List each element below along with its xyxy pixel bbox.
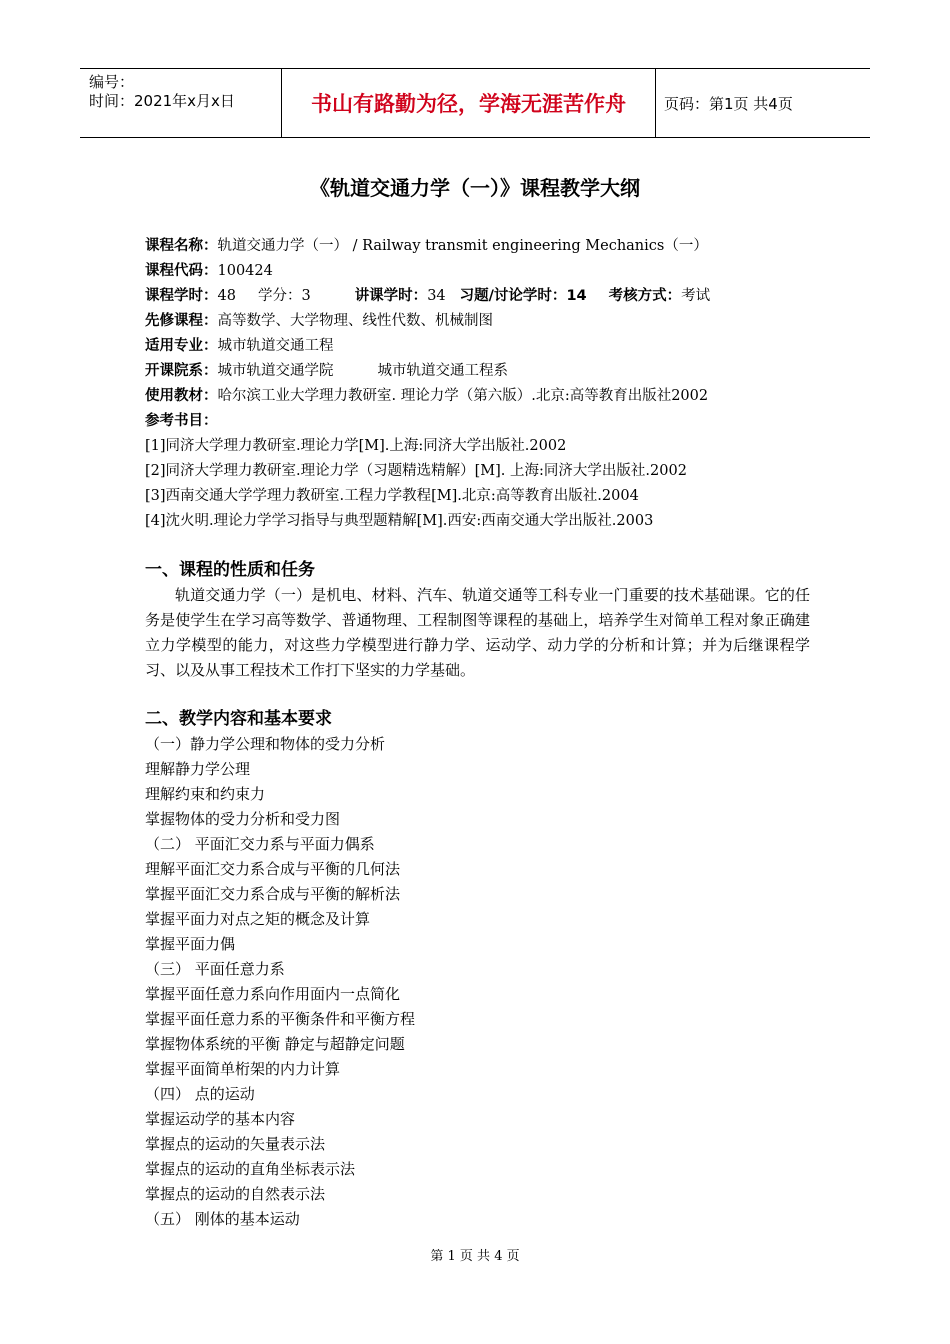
ref-item: [2]同济大学理力教研室.理论力学（习题精选精解）[M]. 上海:同济大学出版社.2002 xyxy=(145,463,687,479)
exam-label: 考核方式： xyxy=(608,288,682,304)
content-line: 掌握点的运动的直角坐标表示法 xyxy=(145,1160,356,1178)
dept-label: 开课院系： xyxy=(145,363,218,379)
credits-value: 3 xyxy=(301,288,311,304)
exam-value: 考试 xyxy=(681,288,711,304)
credits-label: 学分： xyxy=(257,288,302,304)
content-line: （二） 平面汇交力系与平面力偶系 xyxy=(145,835,375,853)
prereq-row xyxy=(145,309,825,334)
textbook-value: 哈尔滨工业大学理力教研室. 理论力学（第六版）.北京:高等教育出版社2002 xyxy=(217,388,709,404)
ref-item: [3]西南交通大学学理力教研室.工程力学教程[M].北京:高等教育出版社.2004 xyxy=(145,488,639,504)
header-meta xyxy=(80,69,280,137)
section-body: 轨道交通力学（一）是机电、材料、汽车、轨道交通等工科专业一门重要的技术基础课。它的任务是使学生在学习高等数学、普通物理、工程制图等课程的基础上，培养学生对简单工程对象正确建立力学模型的能力，对这些力学模型进行静力学、运动学、动力学的分析和计算；并为后继课程学习、以及从事工程技术工作打下坚实的力学基础。 xyxy=(145,586,810,679)
header-motto: 书山有路勤为径，学海无涯苦作舟 xyxy=(281,69,656,137)
dept-row xyxy=(145,359,825,384)
exercise-hours-value: 14 xyxy=(566,288,587,304)
content-line: 掌握点的运动的自然表示法 xyxy=(145,1185,326,1203)
doc-number-label: 编号： xyxy=(89,73,135,91)
page-footer: 第 1 页 共 4 页 xyxy=(430,1249,520,1264)
dept-value-department: 城市轨道交通工程系 xyxy=(377,363,508,379)
course-name-value: 轨道交通力学（一） / Railway transmit engineering Mechanics（一） xyxy=(217,238,708,254)
refs-label: 参考书目： xyxy=(145,413,218,429)
content-line: 掌握平面力偶 xyxy=(145,935,236,953)
major-row xyxy=(145,334,825,359)
lecture-hours-label: 讲课学时： xyxy=(354,288,428,304)
content-line: 理解平面汇交力系合成与平衡的几何法 xyxy=(145,860,401,878)
prereq-label: 先修课程： xyxy=(145,313,218,329)
dept-value-school: 城市轨道交通学院 xyxy=(217,363,334,379)
content-line: （五） 刚体的基本运动 xyxy=(145,1210,300,1228)
course-info xyxy=(145,234,825,534)
textbook-label: 使用教材： xyxy=(145,388,218,404)
refs-label-row xyxy=(145,409,825,434)
content-line: （四） 点的运动 xyxy=(145,1085,255,1103)
major-label: 适用专业： xyxy=(145,338,218,354)
content-line: 掌握平面汇交力系合成与平衡的解析法 xyxy=(145,885,401,903)
course-name-row xyxy=(145,234,825,259)
doc-time-label: 时间：2021年x月x日 xyxy=(89,92,235,110)
section-heading: 二、教学内容和基本要求 xyxy=(145,709,332,729)
content-line: 理解静力学公理 xyxy=(145,760,251,778)
section-nature xyxy=(145,557,810,683)
document-title: 《轨道交通力学（一）》课程教学大纲 xyxy=(310,176,640,200)
course-code-label: 课程代码： xyxy=(145,263,218,279)
lecture-hours-value: 34 xyxy=(427,288,446,304)
course-code-row xyxy=(145,259,825,284)
content-line: （一）静力学公理和物体的受力分析 xyxy=(145,735,386,753)
hours-value: 48 xyxy=(217,288,236,304)
page-header xyxy=(80,68,870,138)
course-hours-row xyxy=(145,284,825,309)
course-name-label: 课程名称： xyxy=(145,238,218,254)
major-value: 城市轨道交通工程 xyxy=(217,338,334,354)
content-line: 掌握平面力对点之矩的概念及计算 xyxy=(145,910,371,928)
course-code-value: 100424 xyxy=(217,263,273,279)
textbook-row xyxy=(145,384,825,409)
content-line: 掌握平面任意力系向作用面内一点简化 xyxy=(145,985,401,1003)
content-line: 掌握平面任意力系的平衡条件和平衡方程 xyxy=(145,1010,416,1028)
section-heading: 一、课程的性质和任务 xyxy=(145,560,315,580)
content-line: 掌握平面简单桁架的内力计算 xyxy=(145,1060,341,1078)
content-line: 理解约束和约束力 xyxy=(145,785,266,803)
section-content xyxy=(145,706,810,1232)
ref-item: [1]同济大学理力教研室.理论力学[M].上海:同济大学出版社.2002 xyxy=(145,438,567,454)
content-line: 掌握物体的受力分析和受力图 xyxy=(145,810,341,828)
content-line: 掌握物体系统的平衡 静定与超静定问题 xyxy=(145,1035,405,1053)
exercise-hours-label: 习题/讨论学时： xyxy=(459,288,567,304)
ref-item: [4]沈火明.理论力学学习指导与典型题精解[M].西安:西南交通大学出版社.2003 xyxy=(145,513,654,529)
content-line: 掌握运动学的基本内容 xyxy=(145,1110,296,1128)
header-page-info: 页码：第1页 共4页 xyxy=(664,94,793,113)
content-line: 掌握点的运动的矢量表示法 xyxy=(145,1135,326,1153)
hours-label: 课程学时： xyxy=(145,288,218,304)
prereq-value: 高等数学、大学物理、线性代数、机械制图 xyxy=(217,313,493,329)
content-line: （三） 平面任意力系 xyxy=(145,960,285,978)
